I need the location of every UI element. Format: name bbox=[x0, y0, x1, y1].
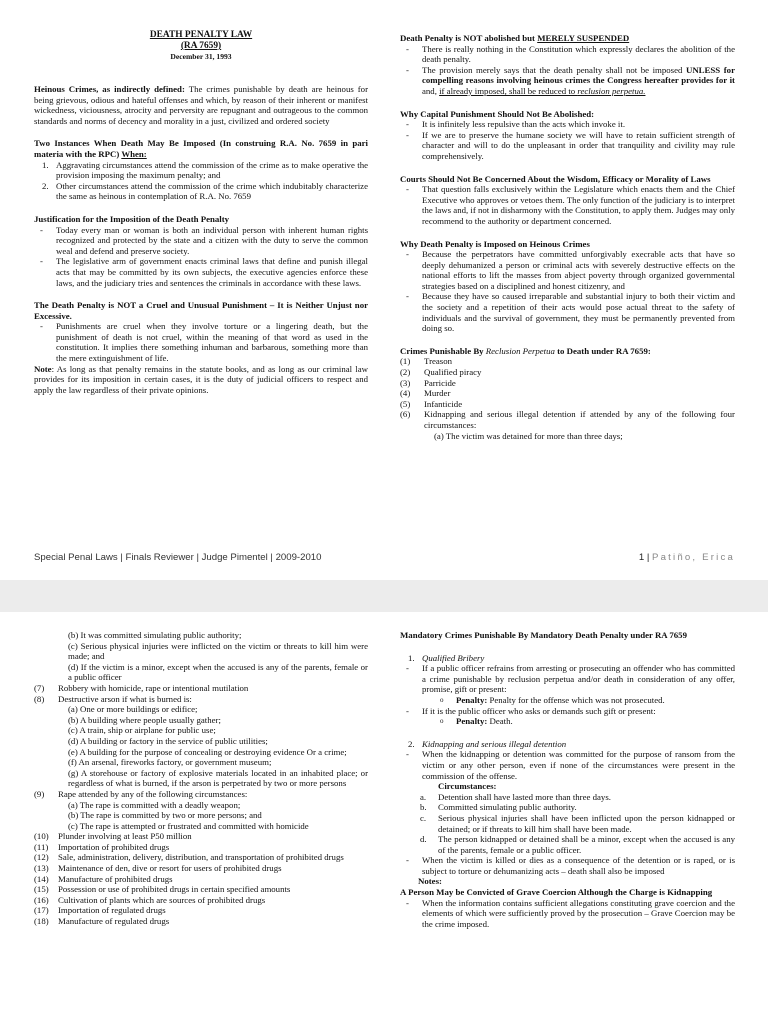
list-item bbox=[400, 249, 735, 291]
list-number: (16) bbox=[34, 894, 49, 905]
not-cruel-list bbox=[34, 321, 368, 363]
list-number: (9) bbox=[34, 788, 45, 799]
why-not-abolished-heading: Why Capital Punishment Should Not Be Abolished: bbox=[400, 108, 595, 119]
circumstances-label: Circumstances: bbox=[438, 781, 497, 792]
not-abolished-section bbox=[400, 33, 735, 97]
dash-bullet: - bbox=[406, 129, 409, 140]
list-text: The person kidnapped or detained shall be a minor, except when the accused is any of the parents, female or a public officer. bbox=[438, 834, 735, 855]
list-item bbox=[34, 895, 368, 906]
list-number: (6) bbox=[400, 409, 411, 420]
dash-bullet: - bbox=[406, 43, 409, 54]
crimes-rp-list-drugs bbox=[34, 831, 368, 926]
list-text: Detention shall have lasted more than three days. bbox=[438, 791, 611, 802]
two-instances-section bbox=[34, 138, 368, 202]
list-text: Because the perpetrators have committed unforgivably execrable acts that have so deeply dehumanized a person or criminal acts with severely destructive effects on the national efforts to lift the masses from abject poverty through organized governmental strategies based on a disciplined and honest citizenry, and bbox=[422, 249, 735, 291]
crimes-rp-heading-b: Reclusion Perpetua bbox=[485, 345, 555, 356]
not-abolished-heading bbox=[400, 33, 735, 44]
penalty-label: Penalty: bbox=[456, 694, 488, 705]
list-item bbox=[400, 378, 735, 389]
notes-label: Notes: bbox=[418, 876, 442, 887]
list-text: When the information contains sufficient allegations constituting grave coercion and the elements of which were sufficiently proved by the prosecution – Grave Coercion may be the crime imposed. bbox=[422, 897, 735, 929]
list-text: It is infinitely less repulsive than the acts which invoke it. bbox=[422, 119, 626, 130]
page2-left-column bbox=[34, 630, 368, 927]
arson-sub-item: (a) One or more buildings or edifice; bbox=[68, 704, 198, 715]
crimes-rp-heading bbox=[400, 346, 735, 357]
list-item bbox=[34, 863, 368, 874]
italic-text: reclusion perpetua. bbox=[577, 85, 646, 96]
footer-page-info bbox=[639, 552, 735, 563]
two-instances-list bbox=[34, 160, 368, 202]
heinous-text: The crimes punishable by death are heinous for being grievous, odious and hateful offenses and which, by reason of their inherent or manifest wickedness, viciousness, atrocity and perversity are repugnant and outrageous to the common standards and norms of decency and morality in a just, civilized and ordered society bbox=[34, 84, 369, 126]
not-abolished-heading-b: MERELY SUSPENDED bbox=[537, 33, 630, 43]
list-number: (18) bbox=[34, 916, 49, 927]
list-text: If we are to preserve the humane society we will have to retain sufficient strength of character and will to do the unpleasant in order that tranquility and civility may rule comprehensively. bbox=[422, 129, 735, 161]
list-text: Importation of prohibited drugs bbox=[58, 841, 170, 852]
why-not-abolished-list bbox=[400, 119, 735, 161]
list-letter: c. bbox=[420, 812, 427, 823]
list-item bbox=[400, 653, 735, 664]
list-text: The legislative arm of government enacts criminal laws that define and punish illegal acts that may be committed by its own subjects, the executive agencies enforce these laws, and the judiciary tries and sentences the criminals in accordance with these laws. bbox=[56, 256, 368, 288]
list-number: (11) bbox=[34, 841, 49, 852]
list-text: Aggravating circumstances attend the commission of the crime as to make operative the provision imposing the maximum penalty; and bbox=[56, 159, 368, 181]
list-item bbox=[400, 695, 735, 706]
list-text: There is really nothing in the Constitution which expressly declares the abolition of the death penalty. bbox=[422, 43, 735, 65]
list-text: Punishments are cruel when they involve torture or a lingering death, but the punishment of death is not cruel, within the meaning of that word as used in the constitution. It implies there something inhuman and barbarous, something more than the mere extinguishment of life. bbox=[56, 321, 368, 364]
list-number: (2) bbox=[400, 367, 411, 378]
list-text: and, bbox=[422, 85, 440, 96]
two-instances-when: When: bbox=[121, 148, 147, 159]
footer-course-info: Special Penal Laws | Finals Reviewer | Judge Pimentel | 2009-2010 bbox=[34, 552, 322, 563]
two-instances-heading-text: Two Instances When Death May Be Imposed (In construing R.A. No. 7659 in pari materia with the RPC) bbox=[34, 138, 368, 159]
list-item bbox=[34, 852, 368, 863]
page-footer bbox=[34, 552, 735, 564]
list-text: Destructive arson if what is burned is: bbox=[58, 693, 192, 704]
not-abolished-list bbox=[400, 44, 735, 97]
list-text: Kidnapping and serious illegal detention if attended by any of the following four circumstances: bbox=[424, 409, 735, 430]
crimes-rp-list-rape bbox=[34, 789, 368, 800]
list-number: (12) bbox=[34, 852, 49, 863]
why-imposed-section bbox=[400, 239, 735, 334]
list-text: Sale, administration, delivery, distribution, and transportation of prohibited drugs bbox=[58, 852, 344, 863]
list-item bbox=[400, 367, 735, 378]
list-number: (4) bbox=[400, 388, 411, 399]
list-number: 2. bbox=[408, 738, 415, 749]
list-text: Serious physical injuries shall have been inflicted upon the person kidnapped or detained; or if threats to kill him shall have been made. bbox=[438, 812, 735, 834]
arson-sub-item: (e) A building for the purpose of concealing or destroying evidence Or a crime; bbox=[68, 746, 347, 757]
circumstances-list bbox=[400, 792, 735, 856]
justification-list bbox=[34, 225, 368, 289]
list-item bbox=[34, 884, 368, 895]
list-text: Treason bbox=[424, 356, 453, 367]
list-text: Infanticide bbox=[424, 398, 463, 409]
qualified-bribery-title: Qualified Bribery bbox=[422, 652, 485, 663]
penalty-text: Death. bbox=[487, 716, 513, 727]
crimes-rp-heading-c: to Death under RA 7659: bbox=[554, 345, 651, 356]
list-item bbox=[400, 409, 735, 430]
list-item bbox=[400, 813, 735, 834]
dash-bullet: - bbox=[406, 705, 409, 716]
list-item bbox=[400, 739, 735, 750]
not-cruel-section bbox=[34, 300, 368, 395]
list-text: If it is the public officer who asks or demands such gift or present: bbox=[422, 705, 656, 716]
list-item bbox=[400, 119, 735, 130]
list-number: (7) bbox=[34, 682, 45, 693]
list-item bbox=[400, 749, 735, 781]
penalty-list-2 bbox=[400, 716, 735, 727]
list-item bbox=[400, 855, 735, 876]
list-item bbox=[400, 706, 735, 717]
kidnap-sub-item: (c) Serious physical injuries were inflicted on the victim or threats to kill him were made; and bbox=[68, 640, 368, 662]
dash-bullet: - bbox=[406, 64, 409, 75]
kidnapping-list bbox=[400, 749, 735, 781]
list-text: Rape attended by any of the following circumstances: bbox=[58, 788, 248, 799]
arson-sub-item: (b) A building where people usually gather; bbox=[68, 714, 221, 725]
note-label: Note bbox=[34, 363, 52, 374]
dash-bullet: - bbox=[406, 184, 409, 195]
list-item bbox=[34, 842, 368, 853]
list-text: Cultivation of plants which are sources of prohibited drugs bbox=[58, 894, 266, 905]
list-number: (1) bbox=[400, 356, 411, 367]
list-item bbox=[400, 130, 735, 162]
note-text: : As long as that penalty remains in the statute books, and as long as our criminal law provides for its imposition in certain cases, it is the duty of judicial officers to respect and apply the law regardless of their private opinions. bbox=[34, 363, 368, 395]
penalty-text: Penalty for the offense which was not prosecuted. bbox=[487, 694, 665, 705]
dash-bullet: - bbox=[40, 224, 43, 235]
justification-heading: Justification for the Imposition of the Death Penalty bbox=[34, 213, 230, 224]
list-text: Murder bbox=[424, 388, 451, 399]
qualified-bribery-list-2 bbox=[400, 706, 735, 717]
document-date: December 31, 1993 bbox=[170, 52, 232, 61]
list-letter: d. bbox=[420, 834, 427, 845]
crimes-rp-section bbox=[400, 346, 735, 441]
list-item bbox=[400, 65, 735, 97]
page-2 bbox=[0, 612, 768, 1024]
list-text: That question falls exclusively within the Legislature which enacts them and the Chief Executive who approves or vetoes them. The only function of the judiciary is to interpret the laws and, if not in disharmony with the Constitution, to apply them. Judges may only recommend to the authority or department concerned. bbox=[422, 184, 735, 226]
list-text: Manufacture of regulated drugs bbox=[58, 916, 170, 927]
arson-sub-item: (c) A train, ship or airplane for public use; bbox=[68, 725, 216, 736]
list-item bbox=[400, 834, 735, 855]
dash-bullet: - bbox=[406, 855, 409, 866]
list-number: (5) bbox=[400, 398, 411, 409]
dash-bullet: - bbox=[406, 291, 409, 302]
list-text: Committed simulating public authority. bbox=[438, 802, 577, 813]
dash-bullet: - bbox=[406, 749, 409, 760]
dash-bullet: - bbox=[406, 249, 409, 260]
list-letter: b. bbox=[420, 802, 427, 813]
underlined-text: if already imposed, shall be reduced to bbox=[439, 85, 578, 96]
list-text: The provision merely says that the death penalty shall not be imposed bbox=[422, 64, 686, 75]
justification-section bbox=[34, 214, 368, 288]
list-item bbox=[34, 181, 368, 202]
list-text: Importation of regulated drugs bbox=[58, 905, 166, 916]
circle-bullet: o bbox=[440, 695, 444, 704]
circle-bullet: o bbox=[440, 717, 444, 726]
list-text: Robbery with homicide, rape or intentional mutilation bbox=[58, 682, 249, 693]
document-title: DEATH PENALTY LAW bbox=[149, 30, 253, 40]
why-imposed-list bbox=[400, 249, 735, 334]
list-text: If a public officer refrains from arresting or prosecuting an offender who has committed a crime punishable by reclusion perpetua and/or death in consideration of any offer, promise, gift or present: bbox=[422, 663, 735, 695]
list-item bbox=[400, 802, 735, 813]
list-number: 2. bbox=[42, 180, 49, 191]
document-subtitle: (RA 7659) bbox=[180, 41, 222, 51]
crimes-rp-heading-a: Crimes Punishable By bbox=[400, 345, 486, 356]
list-text-bold: UNLESS for compelling reasons involving heinous crimes the Congress hereafter provides for it bbox=[422, 64, 735, 86]
list-number: (15) bbox=[34, 884, 49, 895]
qualified-bribery-section bbox=[400, 653, 735, 727]
kidnapping-title: Kidnapping and serious illegal detention bbox=[422, 738, 567, 749]
list-item bbox=[34, 683, 368, 694]
heinous-heading: Heinous Crimes, as indirectly defined: bbox=[34, 84, 185, 94]
list-text-underlined bbox=[439, 86, 645, 96]
list-number: (14) bbox=[34, 873, 49, 884]
list-text: Today every man or woman is both an individual person with inherent human rights recognized and protected by the state and a citizen with the duty to serve the common weal and defend and preserve society. bbox=[56, 224, 368, 256]
qualified-bribery-title-list bbox=[400, 653, 735, 664]
list-text: Maintenance of den, dive or resort for users of prohibited drugs bbox=[58, 863, 282, 874]
dash-bullet: - bbox=[40, 256, 43, 267]
list-item bbox=[400, 399, 735, 410]
list-text: Because they have so caused irreparable and substantial injury to both their victim and the society and a repetition of their acts would pose actual threat to the safety of individuals and the survival of government, they must be permanently prevented from doing so. bbox=[422, 291, 735, 334]
coercion-list bbox=[400, 898, 735, 930]
list-number: 1. bbox=[408, 652, 415, 663]
dash-bullet: - bbox=[406, 897, 409, 908]
list-item bbox=[34, 905, 368, 916]
list-item bbox=[34, 789, 368, 800]
heinous-paragraph bbox=[34, 84, 368, 126]
kidnap-sub-item: (d) If the victim is a minor, except when the accused is any of the parents, female or a public officer bbox=[68, 661, 368, 683]
list-number: (17) bbox=[34, 905, 49, 916]
rape-sub-item: (c) The rape is attempted or frustrated and committed with homicide bbox=[68, 820, 309, 831]
page1-right-column bbox=[400, 33, 735, 441]
why-not-abolished-section bbox=[400, 109, 735, 162]
list-item bbox=[34, 225, 368, 257]
list-text: Possession or use of prohibited drugs in certain specified amounts bbox=[58, 884, 291, 895]
list-text: Manufacture of prohibited drugs bbox=[58, 873, 173, 884]
coercion-heading: A Person May be Convicted of Grave Coercion Although the Charge is Kidnapping bbox=[400, 887, 713, 898]
list-item bbox=[34, 874, 368, 885]
list-item bbox=[400, 716, 735, 727]
list-text: When the kidnapping or detention was committed for the purpose of ransom from the victim or any other person, even if none of the circumstances were present in the commission of the offense. bbox=[422, 749, 735, 781]
kidnapping-list-2 bbox=[400, 855, 735, 876]
qualified-bribery-list bbox=[400, 663, 735, 695]
crimes-rp-list bbox=[400, 356, 735, 430]
list-item bbox=[34, 321, 368, 363]
two-instances-heading bbox=[34, 138, 368, 159]
list-item bbox=[400, 663, 735, 695]
not-abolished-heading-a: Death Penalty is NOT abolished but bbox=[400, 33, 538, 43]
list-item bbox=[400, 184, 735, 226]
why-imposed-heading: Why Death Penalty is Imposed on Heinous Crimes bbox=[400, 238, 590, 249]
page2-right-column bbox=[400, 630, 735, 929]
list-number: (13) bbox=[34, 863, 49, 874]
mandatory-heading: Mandatory Crimes Punishable By Mandatory Death Penalty under RA 7659 bbox=[400, 630, 687, 640]
penalty-label: Penalty: bbox=[456, 716, 488, 727]
list-item bbox=[34, 831, 368, 842]
list-text: Other circumstances attend the commission of the crime which indubitably characterize the same as heinous in contemplation of R.A. No. 7659 bbox=[56, 180, 368, 202]
list-item bbox=[400, 388, 735, 399]
kidnapping-title-list bbox=[400, 739, 735, 750]
kidnap-sub-item: (b) It was committed simulating public authority; bbox=[68, 630, 242, 640]
footer-page-number: 1 | bbox=[638, 552, 652, 563]
arson-sub-item: (f) An arsenal, fireworks factory, or government museum; bbox=[68, 757, 272, 768]
penalty-list bbox=[400, 695, 735, 706]
list-text: Plunder involving at least P50 million bbox=[58, 831, 192, 842]
list-text: When the victim is killed or dies as a consequence of the detention or is raped, or is subject to torture or dehumanizing acts – death shall also be imposed bbox=[422, 855, 735, 876]
list-item bbox=[34, 256, 368, 288]
heinous-section bbox=[34, 84, 368, 126]
list-text: Qualified piracy bbox=[424, 367, 482, 378]
list-item bbox=[400, 356, 735, 367]
page1-left-column bbox=[34, 30, 368, 395]
crimes-rp-list-cont bbox=[34, 683, 368, 704]
list-number: 1. bbox=[42, 159, 49, 170]
dash-bullet: - bbox=[40, 321, 43, 332]
list-item bbox=[400, 291, 735, 333]
kidnapping-section bbox=[400, 739, 735, 930]
rape-sub-item: (a) The rape is committed with a deadly weapon; bbox=[68, 799, 241, 810]
note-paragraph bbox=[34, 364, 368, 396]
dash-bullet: - bbox=[406, 119, 409, 130]
list-item bbox=[34, 160, 368, 181]
list-number: (10) bbox=[34, 831, 49, 842]
list-number: (8) bbox=[34, 693, 45, 704]
list-number: (3) bbox=[400, 377, 411, 388]
courts-list bbox=[400, 184, 735, 226]
kidnap-sub-a: (a) The victim was detained for more than three days; bbox=[434, 430, 623, 441]
list-item bbox=[400, 898, 735, 930]
rape-sub-item: (b) The rape is committed by two or more persons; and bbox=[68, 810, 262, 821]
page-gap bbox=[0, 580, 768, 612]
dash-bullet: - bbox=[406, 663, 409, 674]
document-title-block bbox=[34, 30, 368, 62]
courts-section bbox=[400, 174, 735, 227]
courts-heading: Courts Should Not Be Concerned About the Wisdom, Efficacy or Morality of Laws bbox=[400, 173, 711, 184]
list-text: Parricide bbox=[424, 377, 456, 388]
not-cruel-heading: The Death Penalty is NOT a Cruel and Unusual Punishment – It is Neither Unjust nor Excessive. bbox=[34, 300, 368, 321]
list-item bbox=[34, 916, 368, 927]
list-item bbox=[400, 792, 735, 803]
footer-author: Patiño, Erica bbox=[652, 552, 735, 563]
list-letter: a. bbox=[420, 791, 427, 802]
list-item bbox=[400, 44, 735, 65]
list-item bbox=[34, 694, 368, 705]
arson-sub-item: (d) A building or factory in the service of public utilities; bbox=[68, 735, 268, 746]
arson-sub-item: (g) A storehouse or factory of explosive materials located in an inhabited place; or regardless of what is burned, if the arson is perpetrated by two or more persons bbox=[68, 767, 368, 789]
